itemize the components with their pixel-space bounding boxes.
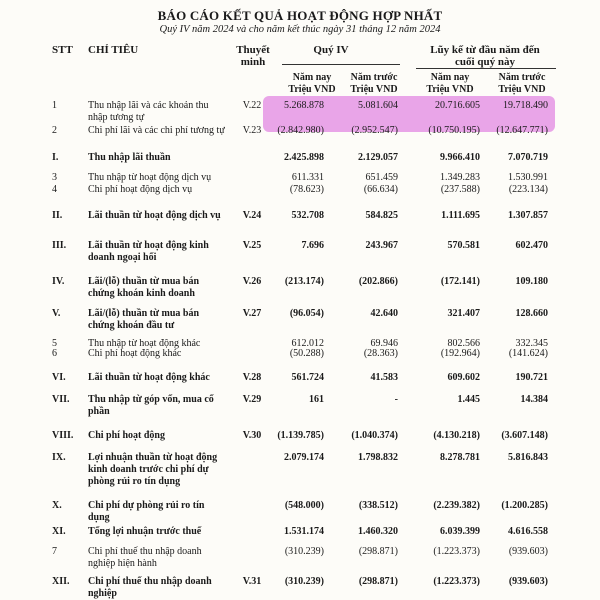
row-quarter-last-year: 1.460.320	[358, 526, 398, 537]
row-ytd-last-year: 332.345	[515, 338, 548, 349]
row-quarter-this-year: (78.623)	[289, 184, 324, 195]
row-quarter-last-year: 69.946	[370, 338, 398, 349]
row-quarter-last-year: 42.640	[370, 308, 398, 319]
row-ytd-this-year: 8.278.781	[440, 452, 480, 463]
row-indicator: Chi phí hoạt động khác	[88, 348, 182, 359]
row-number: VI.	[52, 372, 66, 383]
row-quarter-this-year: 2.425.898	[284, 152, 324, 163]
row-quarter-last-year: 1.798.832	[358, 452, 398, 463]
row-indicator: Chi phí thuế thu nhập doanh nghiệp hiện hành	[88, 546, 202, 569]
row-quarter-last-year: 5.081.604	[358, 100, 398, 111]
row-indicator: Lãi thuần từ hoạt động dịch vụ	[88, 210, 221, 221]
row-note: V.29	[242, 394, 262, 405]
row-note: V.30	[242, 430, 262, 441]
row-number: IV.	[52, 276, 65, 287]
row-ytd-last-year: (12.647.771)	[496, 125, 548, 136]
row-ytd-this-year: 20.716.605	[435, 100, 480, 111]
header-note: Thuyết minh	[236, 44, 270, 68]
row-indicator: Thu nhập lãi thuần	[88, 152, 171, 163]
row-note: V.23	[242, 125, 262, 136]
row-number: IX.	[52, 452, 66, 463]
header-divider	[416, 68, 556, 69]
row-quarter-this-year: (2.842.980)	[277, 125, 324, 136]
row-ytd-this-year: (10.750.195)	[428, 125, 480, 136]
row-quarter-this-year: 161	[309, 394, 324, 405]
row-quarter-this-year: (310.239)	[284, 546, 324, 557]
row-number: 5	[52, 338, 57, 349]
header-this-year: Năm nay Triệu VND	[288, 72, 336, 95]
row-indicator: Thu nhập từ góp vốn, mua cổ phần	[88, 394, 214, 417]
row-ytd-this-year: 1.349.283	[440, 172, 480, 183]
row-ytd-last-year: 14.384	[520, 394, 548, 405]
row-note: V.28	[242, 372, 262, 383]
row-quarter-last-year: (2.952.547)	[351, 125, 398, 136]
row-number: III.	[52, 240, 67, 251]
row-ytd-last-year: (939.603)	[508, 546, 548, 557]
row-ytd-this-year: 1.111.695	[441, 210, 480, 221]
row-note: V.27	[242, 308, 262, 319]
row-ytd-last-year: 7.070.719	[508, 152, 548, 163]
row-ytd-last-year: 1.307.857	[508, 210, 548, 221]
row-quarter-last-year: (338.512)	[358, 500, 398, 511]
row-quarter-last-year: (298.871)	[358, 546, 398, 557]
row-ytd-this-year: (1.223.373)	[433, 576, 480, 587]
row-ytd-this-year: 570.581	[447, 240, 480, 251]
row-quarter-last-year: (298.871)	[358, 576, 398, 587]
header-last-year-ytd: Năm trước Triệu VND	[498, 72, 546, 95]
row-indicator: Chi phí hoạt động dịch vụ	[88, 184, 193, 195]
header-last-year: Năm trước Triệu VND	[350, 72, 398, 95]
row-indicator: Lãi thuần từ hoạt động khác	[88, 372, 210, 383]
row-note: V.25	[242, 240, 262, 251]
row-ytd-this-year: 609.602	[447, 372, 480, 383]
row-indicator: Chi phí dự phòng rủi ro tín dụng	[88, 500, 205, 523]
row-ytd-last-year: (1.200.285)	[501, 500, 548, 511]
row-number: 4	[52, 184, 57, 195]
row-indicator: Tổng lợi nhuận trước thuế	[88, 526, 202, 537]
row-quarter-last-year: -	[394, 394, 398, 405]
row-ytd-this-year: 1.445	[457, 394, 480, 405]
row-indicator: Chi phí thuế thu nhập doanh nghiệp	[88, 576, 212, 599]
row-ytd-this-year: 6.039.399	[440, 526, 480, 537]
row-number: I.	[52, 152, 59, 163]
row-ytd-last-year: (141.624)	[508, 348, 548, 359]
report-subtitle: Quý IV năm 2024 và cho năm kết thúc ngày 31 tháng 12 năm 2024	[159, 24, 441, 35]
row-number: XII.	[52, 576, 70, 587]
row-indicator: Lãi/(lỗ) thuần từ mua bán chứng khoán kinh doanh	[88, 276, 200, 299]
row-quarter-last-year: 41.583	[370, 372, 398, 383]
row-ytd-this-year: 802.566	[447, 338, 480, 349]
row-quarter-this-year: 612.012	[291, 338, 324, 349]
row-ytd-this-year: 9.966.410	[440, 152, 480, 163]
row-indicator: Thu nhập từ hoạt động khác	[88, 338, 201, 349]
row-number: 1	[52, 100, 57, 111]
row-quarter-this-year: (213.174)	[284, 276, 324, 287]
row-note: V.24	[242, 210, 262, 221]
row-note: V.26	[242, 276, 262, 287]
row-ytd-this-year: (4.130.218)	[433, 430, 480, 441]
row-quarter-this-year: 532.708	[291, 210, 324, 221]
row-quarter-this-year: (310.239)	[284, 576, 324, 587]
row-indicator: Thu nhập từ hoạt động dịch vụ	[88, 172, 212, 183]
row-ytd-last-year: 109.180	[515, 276, 548, 287]
row-number: X.	[52, 500, 62, 511]
row-note: V.22	[242, 100, 262, 111]
row-quarter-last-year: 584.825	[365, 210, 398, 221]
row-indicator: Chi phí hoạt động	[88, 430, 165, 441]
row-ytd-last-year: 602.470	[515, 240, 548, 251]
row-quarter-this-year: (548.000)	[284, 500, 324, 511]
row-indicator: Lợi nhuận thuần từ hoạt động kinh doanh trước chi phí dự phòng rủi ro tín dụng	[88, 452, 218, 487]
row-ytd-last-year: (223.134)	[508, 184, 548, 195]
row-ytd-this-year: (1.223.373)	[433, 546, 480, 557]
row-indicator: Lãi thuần từ hoạt động kinh doanh ngoại hối	[88, 240, 209, 263]
row-quarter-last-year: (66.634)	[363, 184, 398, 195]
row-ytd-last-year: 1.530.991	[508, 172, 548, 183]
row-indicator: Chi phí lãi và các chi phí tương tự	[88, 125, 225, 136]
row-ytd-last-year: 5.816.843	[508, 452, 548, 463]
row-quarter-last-year: (202.866)	[358, 276, 398, 287]
row-quarter-this-year: 611.331	[291, 172, 324, 183]
header-this-year-ytd: Năm nay Triệu VND	[426, 72, 474, 95]
row-number: II.	[52, 210, 63, 221]
row-ytd-last-year: 128.660	[515, 308, 548, 319]
row-indicator: Thu nhập lãi và các khoản thu nhập tương tự	[88, 100, 209, 123]
row-ytd-last-year: 4.616.558	[508, 526, 548, 537]
row-number: 7	[52, 546, 57, 557]
row-ytd-last-year: 19.718.490	[503, 100, 548, 111]
row-quarter-this-year: 5.268.878	[284, 100, 324, 111]
header-indicator: CHỈ TIÊU	[88, 44, 139, 56]
row-quarter-this-year: (50.288)	[289, 348, 324, 359]
header-ytd: Lũy kế từ đầu năm đến cuối quý này	[430, 44, 540, 68]
row-quarter-this-year: (1.139.785)	[277, 430, 324, 441]
row-number: 6	[52, 348, 57, 359]
row-ytd-this-year: (172.141)	[440, 276, 480, 287]
row-number: V.	[52, 308, 61, 319]
row-indicator: Lãi/(lỗ) thuần từ mua bán chứng khoán đầu tư	[88, 308, 200, 331]
row-ytd-last-year: 190.721	[515, 372, 548, 383]
row-ytd-this-year: (2.239.382)	[433, 500, 480, 511]
row-note: V.31	[242, 576, 262, 587]
header-quarter: Quý IV	[313, 44, 349, 56]
row-number: 3	[52, 172, 57, 183]
row-ytd-last-year: (3.607.148)	[501, 430, 548, 441]
row-number: VIII.	[52, 430, 74, 441]
row-number: XI.	[52, 526, 66, 537]
report-title: BÁO CÁO KẾT QUẢ HOẠT ĐỘNG HỢP NHẤT	[157, 8, 443, 23]
row-quarter-this-year: (96.054)	[289, 308, 324, 319]
row-quarter-this-year: 1.531.174	[284, 526, 324, 537]
row-ytd-this-year: (237.588)	[440, 184, 480, 195]
row-quarter-this-year: 561.724	[291, 372, 324, 383]
row-quarter-last-year: 243.967	[365, 240, 398, 251]
row-quarter-last-year: 2.129.057	[358, 152, 398, 163]
row-number: 2	[52, 125, 57, 136]
header-stt: STT	[52, 44, 73, 56]
row-ytd-this-year: 321.407	[447, 308, 480, 319]
row-quarter-this-year: 2.079.174	[284, 452, 324, 463]
row-quarter-last-year: 651.459	[365, 172, 398, 183]
row-ytd-this-year: (192.964)	[440, 348, 480, 359]
header-divider	[282, 64, 400, 65]
row-quarter-last-year: (28.363)	[363, 348, 398, 359]
row-number: VII.	[52, 394, 70, 405]
row-ytd-last-year: (939.603)	[508, 576, 548, 587]
row-quarter-this-year: 7.696	[301, 240, 324, 251]
row-quarter-last-year: (1.040.374)	[351, 430, 398, 441]
